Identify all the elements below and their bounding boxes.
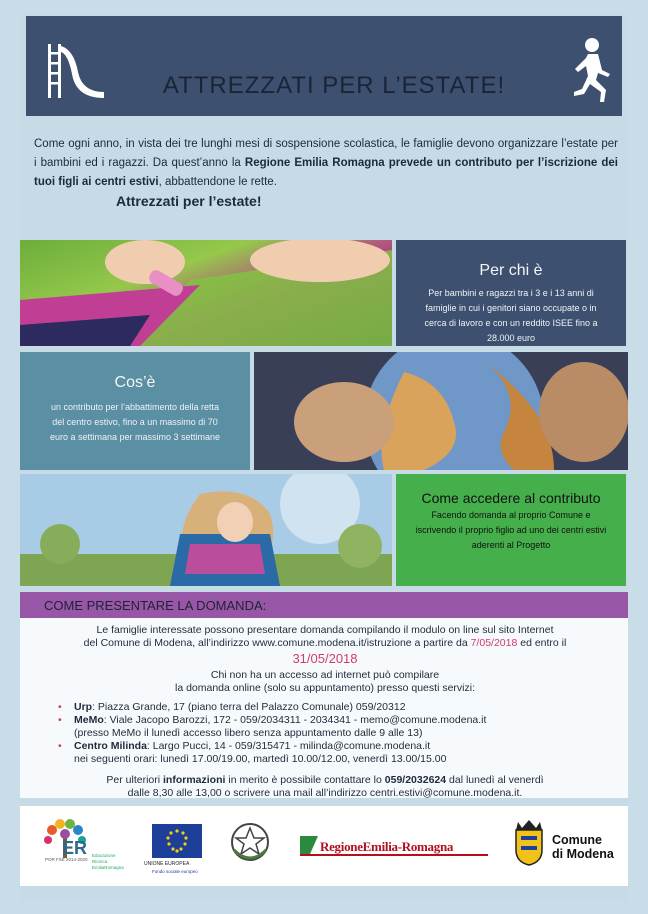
card-come-accedere-title: Come accedere al contributo bbox=[421, 490, 601, 506]
service-name: Centro Milinda bbox=[74, 740, 147, 752]
card-per-chi-text: Per bambini e ragazzi tra i 3 e i 13 anni di famiglie in cui i genitori siano occupate o in cerca di lavoro e con un reddito ISEE fino a 28.000 euro bbox=[424, 288, 598, 343]
bullet-icon: • bbox=[58, 740, 62, 752]
card-cos-e-title: Cos’è bbox=[114, 374, 156, 391]
service-extra: nei seguenti orari: lunedì 17.00/19.00, martedì 10.00/12.00, venerdì 13.00/15.00 bbox=[74, 753, 447, 765]
info-text-a: Per ulteriori bbox=[106, 774, 164, 786]
card-come-accedere-text: Facendo domanda al proprio Comune e iscrivendo il proprio figlio ad uno dei centri estivi aderenti al Progetto bbox=[415, 510, 607, 550]
domanda-line-2a: del Comune di Modena, all’indirizzo www.comune.modena.it/istruzione a partire da bbox=[83, 637, 471, 649]
card-per-chi-title: Per chi è bbox=[479, 262, 543, 279]
er-logo-small: POR FSE 2014-2020 bbox=[45, 857, 88, 862]
eu-stars-icon bbox=[152, 824, 202, 858]
er-logo-label: Educazione Ricerca EmiliaRomagna bbox=[92, 853, 124, 870]
service-name: MeMo bbox=[74, 714, 104, 726]
service-extra: (presso MeMo il lunedì accesso libero senza appuntamento dalle 9 alle 13) bbox=[74, 727, 423, 739]
comune-line-2: di Modena bbox=[552, 847, 614, 861]
intro-bold-text: Regione Emilia Romagna prevede un contributo per l’iscrizione dei tuoi figli ai centri estivi bbox=[34, 157, 618, 188]
intro-text-2: , abbattendone le rette. bbox=[158, 176, 277, 188]
page-title: ATTREZZATI PER L’ESTATE! bbox=[162, 72, 506, 99]
domanda-line-2b: ed entro il bbox=[517, 637, 567, 649]
card-per-chi bbox=[396, 240, 626, 346]
globe-illustration bbox=[254, 352, 628, 470]
service-text: : Largo Pucci, 14 - 059/315471 - milinda@comune.modena.it bbox=[146, 740, 431, 752]
subtitle: Attrezzati per l’estate! bbox=[116, 193, 262, 209]
service-item-memo bbox=[58, 714, 614, 740]
card-cos-e bbox=[20, 352, 250, 470]
comune-line-1: Comune bbox=[552, 833, 602, 847]
info-text-b: in merito è possibile contattare lo bbox=[225, 774, 385, 786]
intro-paragraph bbox=[34, 135, 618, 192]
intro-text-1: Come ogni anno, in vista dei tre lunghi mesi di sospensione scolastica, le famiglie devono organizzare l’estate per i bambini ed i ragazzi. Da quest’anno la bbox=[34, 138, 618, 169]
service-item-urp bbox=[58, 701, 614, 714]
photo-girl-outdoors bbox=[20, 474, 392, 586]
bullet-icon: • bbox=[58, 714, 62, 726]
italian-republic-emblem-icon bbox=[228, 820, 272, 866]
domanda-line-2 bbox=[36, 637, 614, 650]
eu-flag-logo bbox=[152, 824, 202, 858]
eu-sub-label: Fondo sociale europeo bbox=[152, 869, 198, 874]
bullet-icon: • bbox=[58, 701, 62, 713]
domanda-start-date: 7/05/2018 bbox=[470, 637, 518, 649]
drawing-illustration bbox=[20, 240, 392, 346]
eu-label: UNIONE EUROPEA bbox=[144, 861, 190, 867]
comune-modena-crest-icon bbox=[512, 820, 546, 866]
info-bold: informazioni bbox=[163, 774, 226, 786]
photo-child-drawing bbox=[20, 240, 392, 346]
offline-line-2: la domanda online (solo su appuntamento) presso questi servizi: bbox=[174, 682, 475, 694]
card-cos-e-text: un contributo per l’abbattimento della retta del centro estivo, fino a un massimo di 70 euro a settimana per massimo 3 settimane bbox=[49, 402, 221, 442]
girl-illustration bbox=[20, 474, 392, 586]
card-come-accedere bbox=[396, 474, 626, 586]
service-text: : Viale Jacopo Barozzi, 172 - 059/2034311 - 2034341 - memo@comune.modena.it bbox=[103, 714, 487, 726]
domanda-line-1: Le famiglie interessate possono presentare domanda compilando il modulo on line sul sito Internet bbox=[96, 624, 554, 636]
service-name: Urp bbox=[74, 701, 93, 713]
info-line-2: dalle 8,30 alle 13,00 o scrivere una mail all’indirizzo centri.estivi@comune.modena.it. bbox=[127, 787, 523, 799]
offline-line-1: Chi non ha un accesso ad internet può compilare bbox=[210, 669, 440, 681]
info-line-1 bbox=[36, 774, 614, 787]
info-text-c: dal lunedì al venerdì bbox=[446, 774, 544, 786]
regione-logo-text: RegioneEmilia-Romagna bbox=[320, 839, 454, 854]
er-logo-letters: ER bbox=[62, 838, 88, 858]
header-banner bbox=[26, 16, 622, 116]
photo-globe bbox=[254, 352, 628, 470]
domanda-deadline: 31/05/2018 bbox=[292, 651, 358, 666]
services-list bbox=[36, 701, 614, 766]
domanda-title: COME PRESENTARE LA DOMANDA: bbox=[44, 598, 267, 613]
service-text: : Piazza Grande, 17 (piano terra del Palazzo Comunale) 059/20312 bbox=[92, 701, 406, 713]
info-phone: 059/2032624 bbox=[384, 774, 447, 786]
domanda-body bbox=[36, 624, 614, 800]
comune-logo-text bbox=[552, 833, 614, 861]
service-item-milinda bbox=[58, 740, 614, 766]
